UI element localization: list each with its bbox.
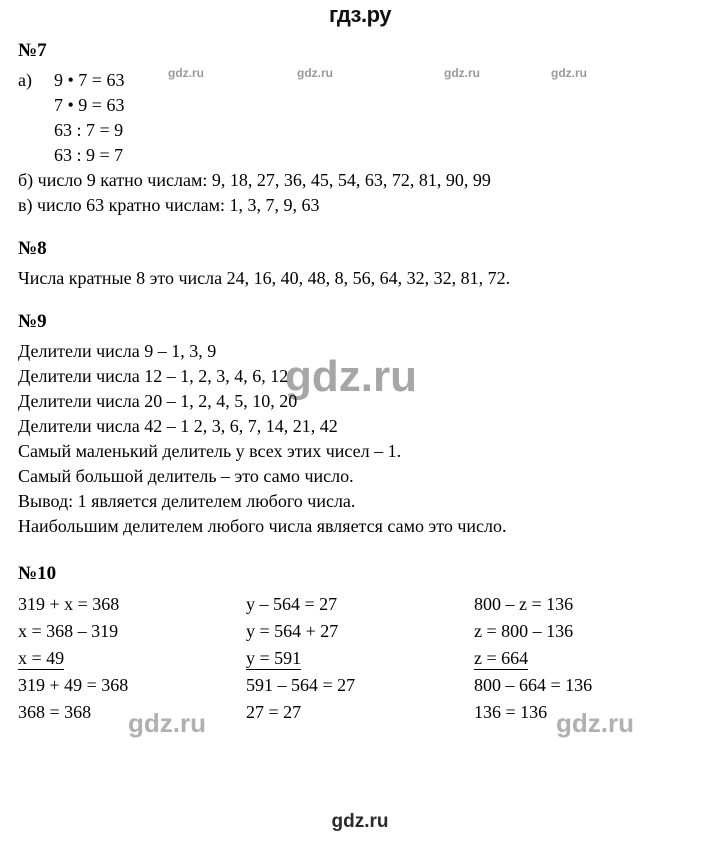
task-10-column — [18, 591, 246, 726]
watermark: gdz.ru — [285, 352, 417, 401]
equation: 800 – z = 136 — [474, 594, 574, 614]
watermark: gdz.ru — [297, 66, 333, 80]
task-10-columns — [18, 591, 702, 726]
task-9-line: Наибольшим делителем любого числа является само это число. — [18, 516, 507, 536]
equation-result-value: z = 664 — [474, 648, 529, 668]
task-7-line — [18, 93, 702, 118]
watermark: gdz.ru — [168, 66, 204, 80]
task-8-line: Числа кратные 8 это числа 24, 16, 40, 48, 8, 56, 64, 32, 32, 81, 72. — [18, 268, 511, 288]
equation: 9 • 7 = 63 — [54, 70, 125, 90]
equation-check: 27 = 27 — [246, 702, 302, 722]
equation-check: 591 – 564 = 27 — [246, 675, 356, 695]
equation-check: 136 = 136 — [474, 702, 548, 722]
equation-result-value: x = 49 — [18, 648, 65, 668]
task-9-line: Самый большой делитель – это само число. — [18, 466, 354, 486]
part-label-spacer — [18, 118, 54, 143]
equation: 63 : 7 = 9 — [54, 120, 124, 140]
watermark: gdz.ru — [556, 708, 634, 738]
site-logo-header: гдз.ру — [329, 2, 391, 27]
equation-result — [18, 645, 246, 672]
task-9-line: Делители числа 12 – 1, 2, 3, 4, 6, 12 — [18, 366, 289, 386]
equation-result-value: y = 591 — [246, 648, 302, 668]
equation: x = 368 – 319 — [18, 621, 119, 641]
task-7-part-b: б) число 9 катно числам: 9, 18, 27, 36, 45, 54, 63, 72, 81, 90, 99 — [18, 170, 491, 190]
equation-result — [246, 645, 474, 672]
task-9-line: Делители числа 42 – 1 2, 3, 6, 7, 14, 21, 42 — [18, 416, 338, 436]
task-9-line: Делители числа 9 – 1, 3, 9 — [18, 341, 217, 361]
task-10-column — [246, 591, 474, 726]
task-7-part-v: в) число 63 кратно числам: 1, 3, 7, 9, 63 — [18, 195, 320, 215]
equation: y = 564 + 27 — [246, 621, 339, 641]
task-number: №7 — [18, 40, 47, 61]
site-logo-footer: gdz.ru — [331, 811, 389, 832]
equation-result — [474, 645, 702, 672]
task-8 — [18, 238, 702, 291]
task-9-line: Вывод: 1 является делителем любого числа. — [18, 491, 356, 511]
spacer — [18, 295, 702, 311]
task-10-column — [474, 591, 702, 726]
task-number: №8 — [18, 238, 47, 259]
equation-check: 368 = 368 — [18, 702, 92, 722]
watermark: gdz.ru — [551, 66, 587, 80]
part-label: а) — [18, 70, 32, 90]
task-number: №10 — [18, 563, 57, 584]
task-7-line — [18, 68, 702, 93]
equation-check: 319 + 49 = 368 — [18, 675, 129, 695]
part-label-spacer — [18, 93, 54, 118]
equation: 7 • 9 = 63 — [54, 95, 125, 115]
task-7-line — [18, 143, 702, 168]
task-9-line: Самый маленький делитель у всех этих чисел – 1. — [18, 441, 402, 461]
task-7-line — [18, 118, 702, 143]
task-9-line: Делители числа 20 – 1, 2, 4, 5, 10, 20 — [18, 391, 298, 411]
part-label-spacer — [18, 143, 54, 168]
spacer — [18, 222, 702, 238]
watermark: gdz.ru — [128, 708, 206, 738]
watermark: gdz.ru — [444, 66, 480, 80]
equation-check: 800 – 664 = 136 — [474, 675, 593, 695]
equation: y – 564 = 27 — [246, 594, 338, 614]
task-9 — [18, 311, 702, 539]
spacer — [18, 543, 702, 563]
equation: 319 + x = 368 — [18, 594, 120, 614]
equation: z = 800 – 136 — [474, 621, 574, 641]
answers-content — [18, 40, 702, 730]
task-7 — [18, 40, 702, 218]
equation: 63 : 9 = 7 — [54, 145, 124, 165]
task-10 — [18, 563, 702, 726]
task-number: №9 — [18, 311, 47, 332]
